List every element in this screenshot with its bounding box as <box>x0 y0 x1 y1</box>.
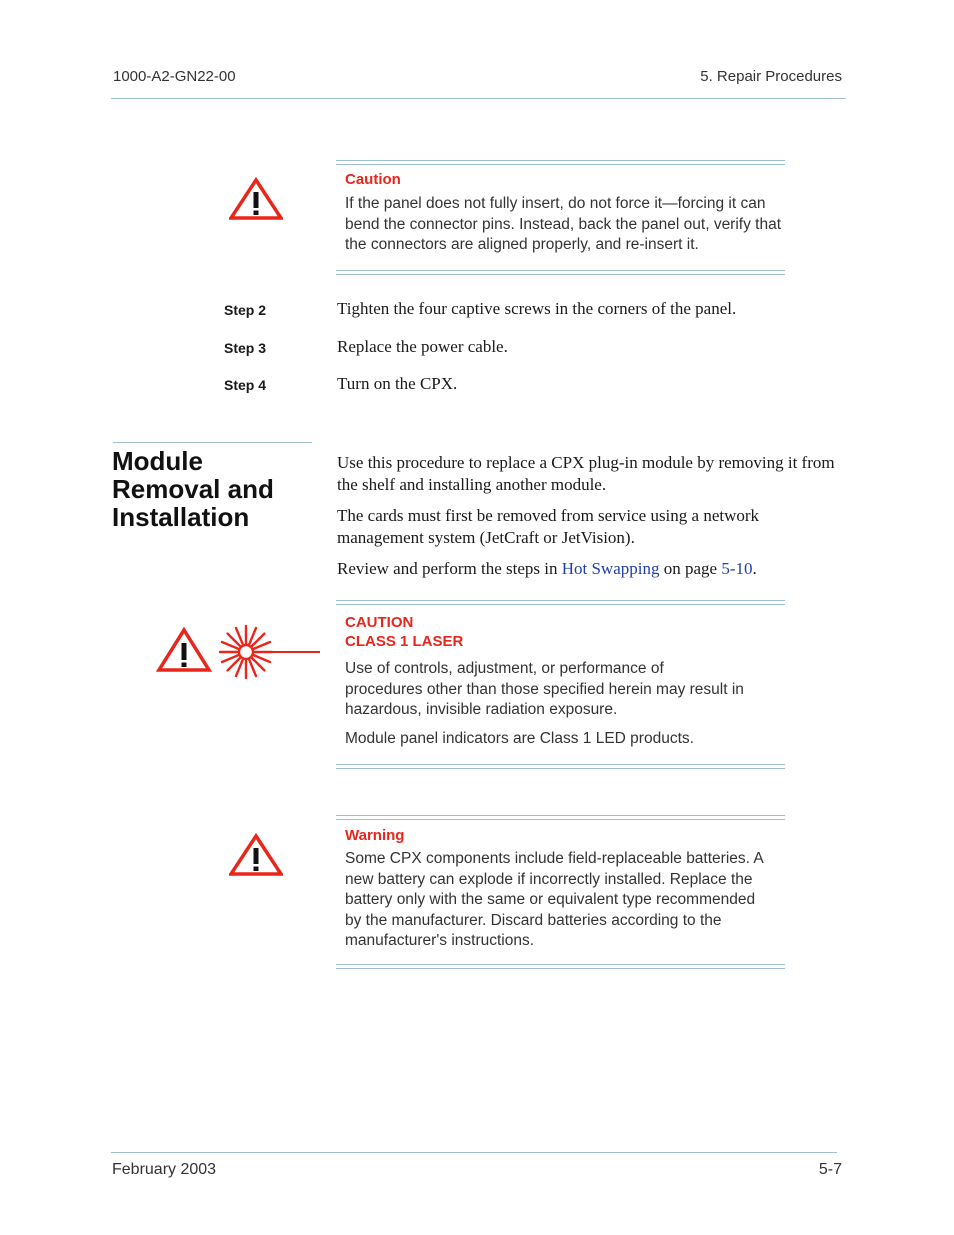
warning-triangle-icon <box>156 627 212 673</box>
hot-swapping-link[interactable]: Hot Swapping <box>561 559 660 578</box>
step-2-text: Tighten the four captive screws in the corners of the panel. <box>337 299 737 318</box>
laser-body-1: Use of controls, adjustment, or performance of procedures other than those specified herein may result in hazardous, invisible radiation exposure. <box>345 660 744 718</box>
caution-title: Caution <box>345 171 401 188</box>
page-5-10-link[interactable]: 5-10 <box>721 559 753 578</box>
chapter-title: 5. Repair Procedures <box>700 68 842 85</box>
para-3-suffix: . <box>752 559 757 578</box>
step-4-text: Turn on the CPX. <box>337 374 458 393</box>
step-3-label: Step 3 <box>224 340 267 356</box>
footer-page-number: 5-7 <box>818 1161 842 1178</box>
warning-title: Warning <box>345 827 405 844</box>
step-3-text: Replace the power cable. <box>337 337 508 356</box>
laser-title-1: CAUTION <box>345 614 414 631</box>
section-heading-rule <box>113 442 312 443</box>
doc-number: 1000-A2-GN22-00 <box>113 68 236 85</box>
footer-date: February 2003 <box>112 1161 217 1178</box>
caution-top-rule <box>336 160 785 165</box>
laser-title-2: CLASS 1 LASER <box>345 633 464 650</box>
warning-triangle-icon <box>229 177 283 221</box>
step-4-label: Step 4 <box>224 377 267 393</box>
warning-body: Some CPX components include field-replaceable batteries. A new battery can explode if incorrectly installed. Replace the battery only with the same or equivalent type recommended by the manufacturer. Discard batteries according to the manufacturer's instructions. <box>345 850 763 949</box>
warning-triangle-icon <box>229 833 283 877</box>
footer-rule <box>111 1152 837 1153</box>
section-para-1: Use this procedure to replace a CPX plug-in module by removing it from the shelf and installing another module. <box>337 453 835 494</box>
section-para-2: The cards must first be removed from service using a network management system (JetCraft or JetVision). <box>337 506 760 547</box>
laser-top-rule <box>336 600 785 605</box>
header-rule <box>111 98 846 99</box>
warning-bottom-rule <box>336 964 785 969</box>
step-2-label: Step 2 <box>224 302 267 318</box>
caution-bottom-rule <box>336 270 785 275</box>
section-para-3 <box>337 558 837 580</box>
para-3-mid: on page <box>659 559 722 578</box>
laser-burst-icon <box>218 624 322 680</box>
laser-body-2: Module panel indicators are Class 1 LED products. <box>345 730 694 747</box>
laser-bottom-rule <box>336 764 785 769</box>
section-heading: Module Removal and Installation <box>112 446 274 532</box>
para-3-prefix: Review and perform the steps in <box>337 559 562 578</box>
warning-top-rule <box>336 815 785 820</box>
caution-body: If the panel does not fully insert, do not force it—forcing it can bend the connector pins. Instead, back the panel out, verify that the connectors are aligned properly, and re-insert it. <box>345 195 782 253</box>
